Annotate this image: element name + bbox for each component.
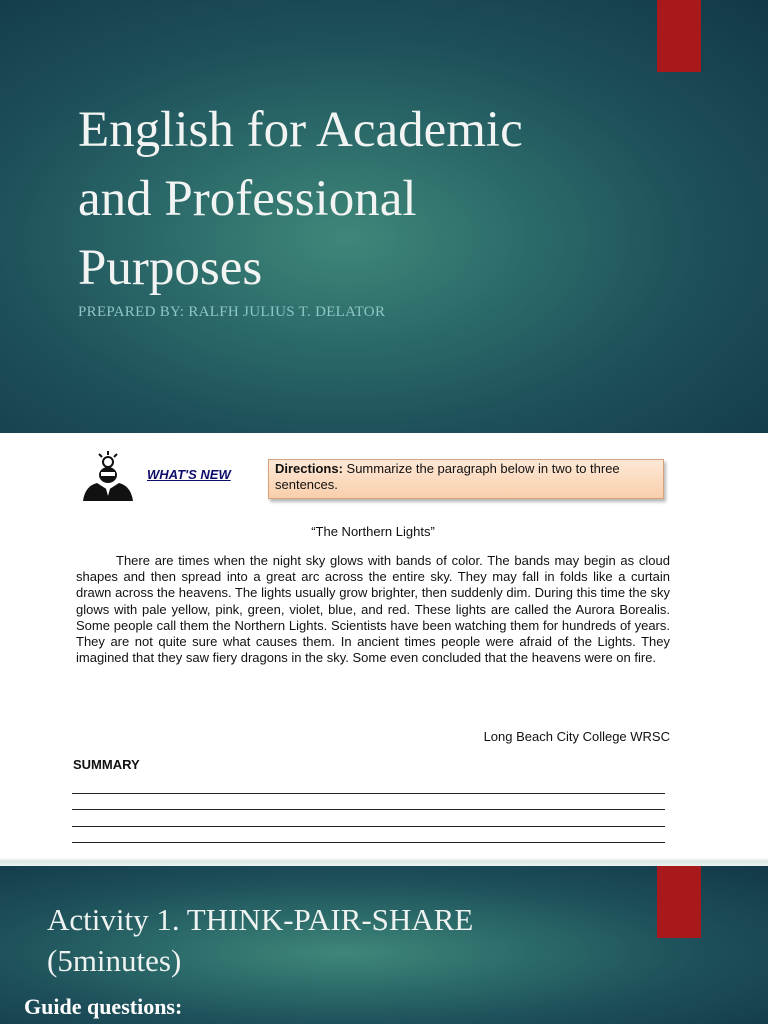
red-accent-tab [657,0,701,72]
activity-title-line-1: Activity 1. THINK-PAIR-SHARE [47,902,474,937]
slide-title-line-1: English for Academic [78,102,523,158]
guide-questions-label: Guide questions: [24,994,183,1019]
slide-title [78,96,678,303]
directions-label: Directions: [275,461,343,476]
reading-paragraph: There are times when the night sky glows with bands of color. The bands may begin as cloud shapes and then spread into a great arc across the entire sky. They may fall in folds like a curtain drawn across the heavens. The lights usually grow brighter, then suddenly dim. During this time the sky glows with pale yellow, pink, green, violet, blue, and red. These lights are called the Aurora Borealis. Some people call them the Northern Lights. Scientists have been watching them for hundreds of years. They are not quite sure what causes them. In ancient times people were afraid of the Lights. They imagined that they saw fiery dragons in the sky. Some even concluded that the heavens were on fire. [76,553,670,666]
directions-text: Summarize the paragraph below in two to three sentences. [275,461,620,492]
page-separator [0,858,768,866]
directions-box [268,459,664,499]
summary-label: SUMMARY [73,757,140,772]
reading-title: “The Northern Lights” [311,524,435,539]
whats-new-label: WHAT'S NEW [147,467,231,482]
summary-line [72,793,665,794]
summary-line [72,809,665,810]
summary-line [72,826,665,827]
slide-title-line-3: Purposes [78,240,263,296]
source-citation: Long Beach City College WRSC [483,729,670,744]
prepared-by: PREPARED BY: RALFH JULIUS T. DELATOR [78,304,386,320]
thinking-person-icon [79,450,137,502]
slide-title-line-2: and Professional [78,171,417,227]
summary-line [72,842,665,843]
activity-title [47,899,647,981]
title-slide [0,0,768,433]
red-accent-tab [657,866,701,938]
activity-title-line-2: (5minutes) [47,943,182,978]
